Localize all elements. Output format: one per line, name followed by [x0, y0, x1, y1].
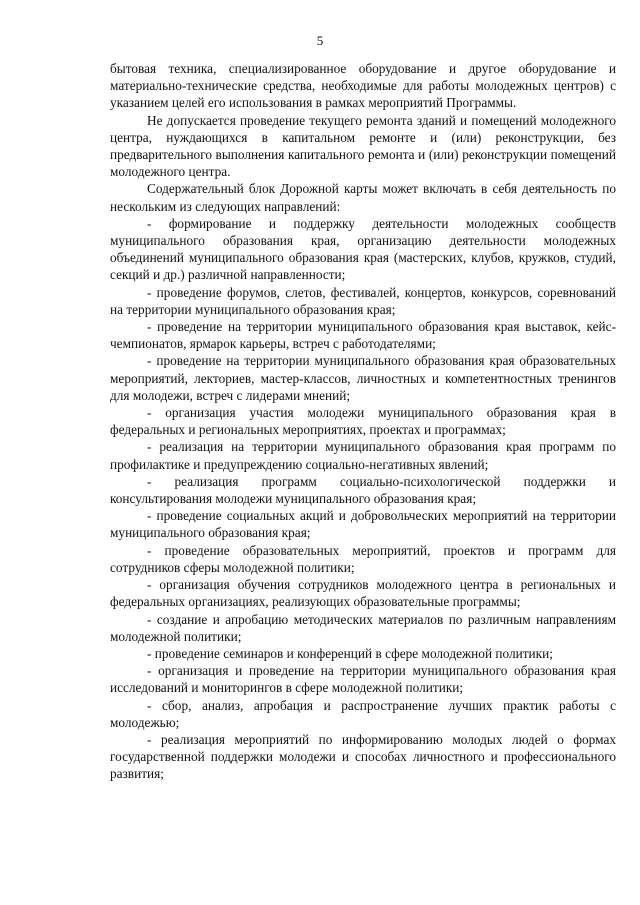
paragraph-content-block-intro: Содержательный блок Дорожной карты может включать в себя деятельность по нескольким из следующих направлений:	[110, 181, 616, 214]
list-item-methodical-materials: - создание и апробацию методических материалов по различным направлениям молодежной политики;	[110, 611, 616, 644]
list-item-educational-events: - проведение на территории муниципального образования края образовательных мероприятий, лекториев, мастер-классов, личностных и компетентностных тренингов для молодежи, встреч с лидерами мнений;	[110, 353, 616, 403]
list-item-psychological-support: - реализация программ социально-психологической поддержки и консультирования молодежи муниципального образования края;	[110, 473, 616, 507]
list-item-seminars: - проведение семинаров и конференций в сфере молодежной политики;	[147, 645, 553, 661]
page-body	[110, 60, 616, 783]
list-item-forums: - проведение форумов, слетов, фестивалей, концертов, конкурсов, соревнований на территории муниципального образования края;	[110, 284, 616, 317]
list-item-staff-education: - проведение образовательных мероприятий, проектов и программ для сотрудников сферы молодежной политики;	[110, 542, 616, 575]
list-item-participation: - организация участия молодежи муниципального образования края в федеральных и региональных мероприятиях, проектах и программах;	[110, 405, 616, 438]
page-number: 5	[316, 33, 324, 48]
paragraph-repair-restriction: Не допускается проведение текущего ремонта зданий и помещений молодежного центра, нуждающихся в капитальном ремонте и (или) реконструкции, без предварительного выполнения капитального ремонта и (или) реконструкции помещений молодежного центра.	[110, 112, 616, 180]
list-item-social-actions: - проведение социальных акций и добровольческих мероприятий на территории муниципального образования края;	[110, 508, 616, 541]
list-item-exhibitions: - проведение на территории муниципального образования края выставок, кейс-чемпионатов, ярмарок карьеры, встреч с работодателями;	[110, 319, 616, 352]
list-item-best-practices: - сбор, анализ, апробация и распространение лучших практик работы с молодежью;	[110, 697, 616, 730]
list-item-youth-communities: - формирование и поддержку деятельности молодежных сообществ муниципального образования края, организацию деятельности молодежных объединений муниципального образования края (мастерских, клубов, кружков, студий, секций и др.) различной направленности;	[110, 215, 616, 283]
list-item-informing: - реализация мероприятий по информированию молодых людей о формах государственной поддержки молодежи и способах личностного и профессионального развития;	[110, 731, 616, 782]
list-item-prevention-programs: - реализация на территории муниципального образования края программ по профилактике и предупреждению социально-негативных явлений;	[110, 439, 616, 472]
list-item-staff-training: - организация обучения сотрудников молодежного центра в региональных и федеральных организациях, реализующих образовательные программы;	[110, 577, 616, 610]
list-item-research: - организация и проведение на территории муниципального образования края исследований и мониторингов в сфере молодежной политики;	[110, 663, 616, 696]
paragraph-continuation: бытовая техника, специализированное оборудование и другое оборудование и материально-технические средства, необходимые для работы молодежных центров) с указанием целей его использования в рамках мероприятий Программы.	[110, 61, 616, 111]
